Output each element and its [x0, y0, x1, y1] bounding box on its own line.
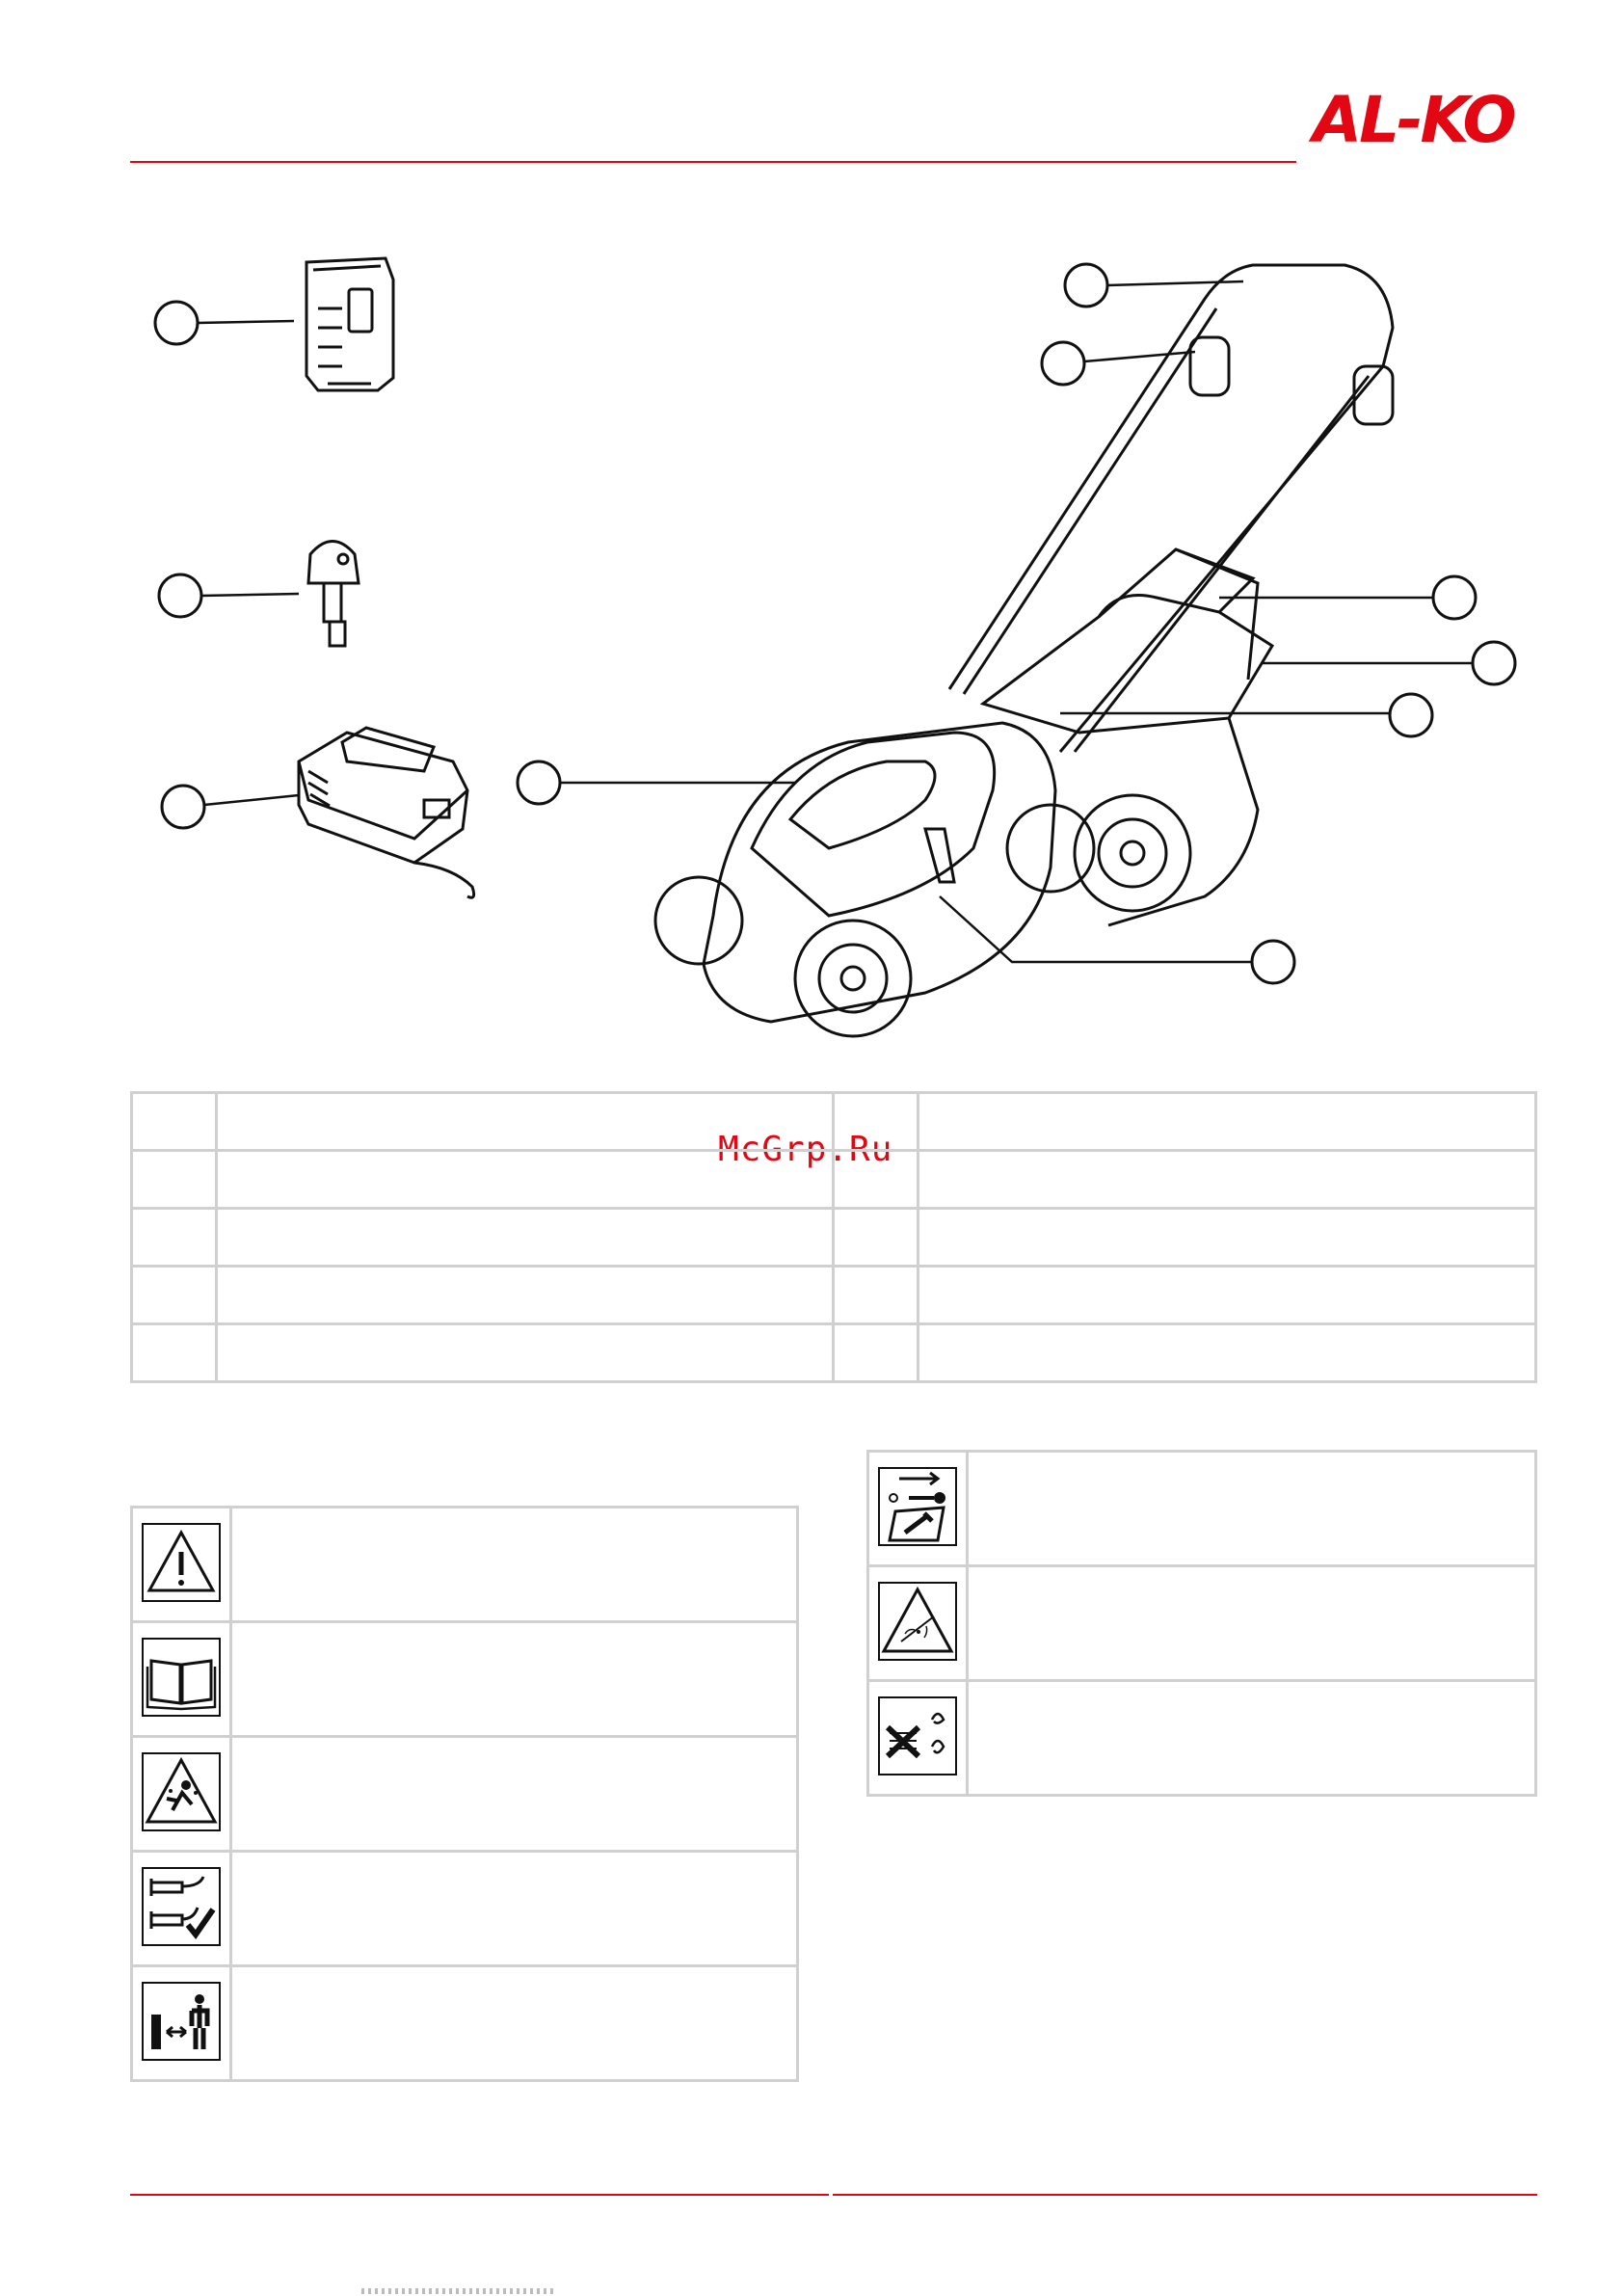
table-row — [132, 1267, 1536, 1324]
callout-handle-clamp — [1042, 342, 1084, 385]
charger-illustration — [299, 728, 474, 897]
safety-key-illustration — [308, 542, 359, 647]
callout-height-adjuster — [1252, 941, 1294, 983]
sharp-blades-hazard-icon — [878, 1582, 957, 1661]
battery-illustration — [306, 258, 393, 390]
table-row — [132, 1151, 1536, 1209]
table-row — [132, 1093, 1536, 1151]
symbols-table-left — [130, 1506, 799, 2082]
callout-battery — [155, 302, 198, 344]
ejected-objects-hazard-icon — [142, 1752, 221, 1831]
watermark: McGrp.Ru — [718, 1130, 893, 1169]
callout-grass-catcher-flap — [1390, 694, 1432, 736]
callout-battery-compartment — [518, 761, 560, 804]
keep-distance-icon — [142, 1982, 221, 2061]
callout-key-socket — [1433, 576, 1476, 619]
table-row — [132, 1508, 798, 1622]
footer-rule-right — [833, 2194, 1537, 2196]
table-row — [132, 1966, 798, 2081]
callout-handle-top — [1065, 264, 1107, 307]
warning-triangle-icon — [142, 1523, 221, 1602]
table-row — [132, 1622, 798, 1737]
correct-cable-routing-icon — [142, 1867, 221, 1946]
table-row — [132, 1737, 798, 1852]
table-row — [132, 1209, 1536, 1267]
footer-artifact — [361, 2288, 554, 2294]
callout-safety-key — [159, 574, 201, 617]
leader-lines — [198, 281, 1473, 962]
symbols-table-right — [866, 1450, 1537, 1797]
table-row — [132, 1324, 1536, 1382]
read-manual-icon — [142, 1638, 221, 1717]
mower-illustration — [655, 265, 1393, 1036]
callout-markers — [155, 264, 1515, 983]
table-row — [132, 1852, 798, 1966]
footer-rule-left — [130, 2194, 829, 2196]
product-overview-figure — [0, 0, 1624, 1060]
alko-logo: AL-KO — [1313, 83, 1514, 157]
parts-table — [130, 1091, 1537, 1383]
table-row — [868, 1566, 1536, 1681]
remove-key-before-maintenance-icon — [878, 1467, 957, 1546]
do-not-use-in-rain-icon — [878, 1696, 957, 1775]
callout-charger — [162, 786, 204, 828]
table-row — [868, 1452, 1536, 1566]
callout-grass-box — [1473, 642, 1515, 684]
table-row — [868, 1681, 1536, 1796]
